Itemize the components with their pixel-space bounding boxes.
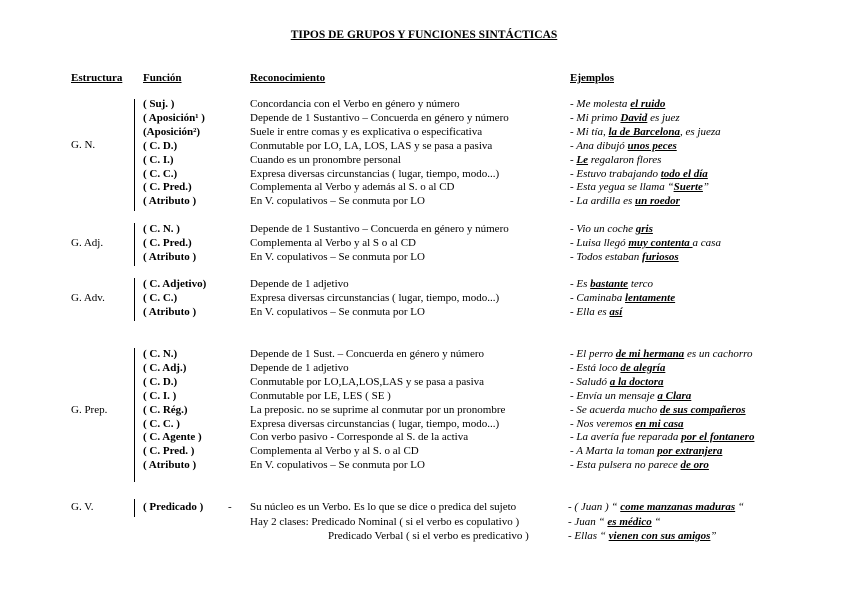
recognition-text: En V. copulativos – Se conmuta por LO [250,250,425,263]
function-label: ( Suj. ) [143,98,175,110]
example-suffix: terco [628,278,654,290]
example-prefix: - Mi primo [570,111,621,124]
example-prefix: - Nos veremos [570,417,636,430]
example-text [570,140,677,153]
example-highlight: así [609,305,623,318]
example-prefix: - Esta pulsera no parece [570,459,681,472]
example-text [570,431,754,444]
group-label-gprep: G. Prep. [71,404,108,416]
bracket-gadj [134,223,135,266]
example-text [570,112,680,125]
example-text [570,404,746,417]
example-text [570,168,708,181]
example-highlight: gris [635,223,653,235]
example-prefix: - Está loco [570,361,621,374]
gv-example-1: - ( Juan ) “ come manzanas maduras “ [568,501,745,513]
example-text [570,154,661,167]
recognition-text: Concordancia con el Verbo en género y número [250,98,460,110]
example-prefix: - Se acuerda mucho [570,403,661,416]
bracket-gadv [134,278,135,321]
recognition-text: En V. copulativos – Se conmuta por LO [250,195,425,208]
example-text [570,306,622,319]
example-text [570,418,684,431]
example-highlight: a la doctora [609,375,664,388]
function-label: ( Aposición¹ ) [143,111,205,124]
function-label: ( C. Pred. ) [143,445,195,458]
gv-dash: - [228,501,232,513]
function-label: ( C. Adj.) [143,361,187,374]
example-highlight: de alegría [620,361,666,374]
example-text [570,237,721,250]
function-label: ( C. C. ) [143,417,180,430]
example-text [570,195,680,208]
example-suffix: a casa [692,236,721,249]
example-prefix: - Luisa llegó [570,236,629,249]
recognition-text: La preposic. no se suprime al conmutar por un pronombre [250,403,506,416]
example-highlight: a Clara [657,389,692,402]
header-ejemplos: Ejemplos [570,72,614,84]
function-predicado: ( Predicado ) [143,501,204,513]
page-title: TIPOS DE GRUPOS Y FUNCIONES SINTÁCTICAS [290,29,558,41]
function-label: ( C. C.) [143,291,178,304]
example-text [570,348,753,361]
example-text [570,181,709,194]
recognition-text: Expresa diversas circunstancias ( lugar, tiempo, modo...) [250,417,500,430]
example-suffix: es un cachorro [684,348,753,360]
example-prefix: - El perro [570,348,616,360]
function-label: ( C. Agente ) [143,431,202,444]
function-label: ( C. D.) [143,375,178,388]
example-highlight: unos peces [627,139,677,152]
function-label: ( C. I. ) [143,389,177,402]
recognition-text: Expresa diversas circunstancias ( lugar, tiempo, modo...) [250,167,500,180]
example-highlight: Le [576,153,589,166]
example-prefix: - Vio un coche [570,223,636,235]
example-highlight: en mi casa [635,417,684,430]
function-label: ( C. N.) [143,348,178,360]
recognition-text: Conmutable por LO, LA, LOS, LAS y se pasa a pasiva [250,139,493,152]
example-prefix: - Envía un mensaje [570,389,658,402]
function-label: ( Atributo ) [143,305,197,318]
example-prefix: - [570,153,577,166]
function-label: (Aposición²) [143,125,201,138]
example-text [570,362,665,375]
example-prefix: - Estuvo trabajando [570,167,661,180]
example-prefix: - Ella es [570,305,610,318]
function-label: ( C. Adjetivo) [143,278,207,290]
recognition-text: Depende de 1 Sustantivo – Concuerda en género y número [250,111,509,124]
example-text [570,278,653,291]
function-label: ( Atributo ) [143,250,197,263]
recognition-text: Suele ir entre comas y es explicativa o especificativa [250,125,483,138]
example-highlight: de oro [680,459,709,472]
example-text [570,376,664,389]
example-prefix: - Saludó [570,375,610,388]
gv-rec-1: Su núcleo es un Verbo. Es lo que se dice o predica del sujeto [250,501,517,513]
recognition-text: Depende de 1 Sustantivo – Concuerda en género y número [250,223,509,235]
recognition-text: En V. copulativos – Se conmuta por LO [250,459,425,472]
recognition-text: Con verbo pasivo - Corresponde al S. de la activa [250,431,469,444]
example-highlight: por extranjera [657,445,723,458]
recognition-text: Expresa diversas circunstancias ( lugar, tiempo, modo...) [250,291,500,304]
example-text [570,445,722,458]
recognition-text: Depende de 1 Sust. – Concuerda en género y número [250,348,484,360]
example-prefix: - Me molesta [570,98,631,110]
function-label: ( C. Rég.) [143,403,188,416]
example-prefix: - A Marta la toman [570,445,658,458]
example-text [570,126,721,139]
example-text [570,251,679,264]
example-prefix: - Esta yegua se llama “ [570,181,674,194]
gv-example-2: - Juan “ es médico “ [568,516,661,528]
example-highlight: todo el día [660,167,708,180]
function-label: ( C. I.) [143,153,174,166]
function-label: ( C. Pred.) [143,236,192,249]
group-label-gn: G. N. [71,139,96,151]
header-reconocimiento: Reconocimiento [250,72,326,84]
recognition-text: En V. copulativos – Se conmuta por LO [250,305,425,318]
gv-rec-2: Hay 2 clases: Predicado Nominal ( si el verbo es copulativo ) [250,516,520,528]
example-highlight: de sus compañeros [660,403,746,416]
recognition-text: Complementa al Verbo y al S. o al CD [250,445,419,458]
example-highlight: el ruido [630,98,666,110]
recognition-text: Cuando es un pronombre personal [250,153,401,166]
example-highlight: de mi hermana [615,348,685,360]
bracket-gn [134,99,135,211]
example-highlight: Suerte [673,181,703,194]
example-prefix: - Es [570,278,591,290]
recognition-text: Conmutable por LE, LES ( SE ) [250,389,391,402]
header-estructura: Estructura [71,72,123,84]
group-label-gv: G. V. [71,501,94,513]
group-label-gadv: G. Adv. [71,292,105,304]
example-suffix: regalaron flores [588,153,662,166]
example-suffix: ” [702,181,710,194]
example-text [570,292,675,305]
example-highlight: por el fontanero [681,431,755,444]
bracket-gprep [134,348,135,482]
example-prefix: - Caminaba [570,291,625,304]
example-prefix: - Todos estaban [570,250,643,263]
example-highlight: la de Barcelona [608,125,680,138]
example-suffix: es juez [647,111,680,124]
function-label: ( C. C.) [143,167,178,180]
example-highlight: furiosos [642,250,679,263]
recognition-text: Depende de 1 adjetivo [250,361,349,374]
example-highlight: David [620,111,648,124]
group-label-gadj: G. Adj. [71,237,104,249]
recognition-text: Depende de 1 adjetivo [250,278,349,290]
bracket-gv [134,499,135,517]
function-label: ( C. D.) [143,139,178,152]
example-text [570,390,691,403]
example-prefix: - La ardilla es [570,195,635,208]
gv-example-3: - Ellas “ vienen con sus amigos” [568,530,717,542]
gv-rec-3: Predicado Verbal ( si el verbo es predicativo ) [328,530,529,542]
example-highlight: muy contenta [628,236,693,249]
recognition-text: Complementa al Verbo y al S o al CD [250,236,416,249]
recognition-text: Complementa al Verbo y además al S. o al CD [250,181,455,194]
function-label: ( Atributo ) [143,459,197,472]
example-highlight: bastante [590,278,629,290]
recognition-text: Conmutable por LO,LA,LOS,LAS y se pasa a pasiva [250,375,485,388]
example-prefix: - Mi tía, [570,125,609,138]
header-funcion: Función [143,72,182,84]
function-label: ( Atributo ) [143,195,197,208]
example-text [570,459,709,472]
example-highlight: un roedor [635,195,680,208]
function-label: ( C. N. ) [143,223,180,235]
example-suffix: , es jueza [680,125,721,138]
example-text [570,223,653,236]
example-highlight: lentamente [625,291,676,304]
example-text [570,98,665,111]
example-prefix: - La avería fue reparada [570,431,682,444]
function-label: ( C. Pred.) [143,181,192,194]
example-prefix: - Ana dibujó [570,139,628,152]
